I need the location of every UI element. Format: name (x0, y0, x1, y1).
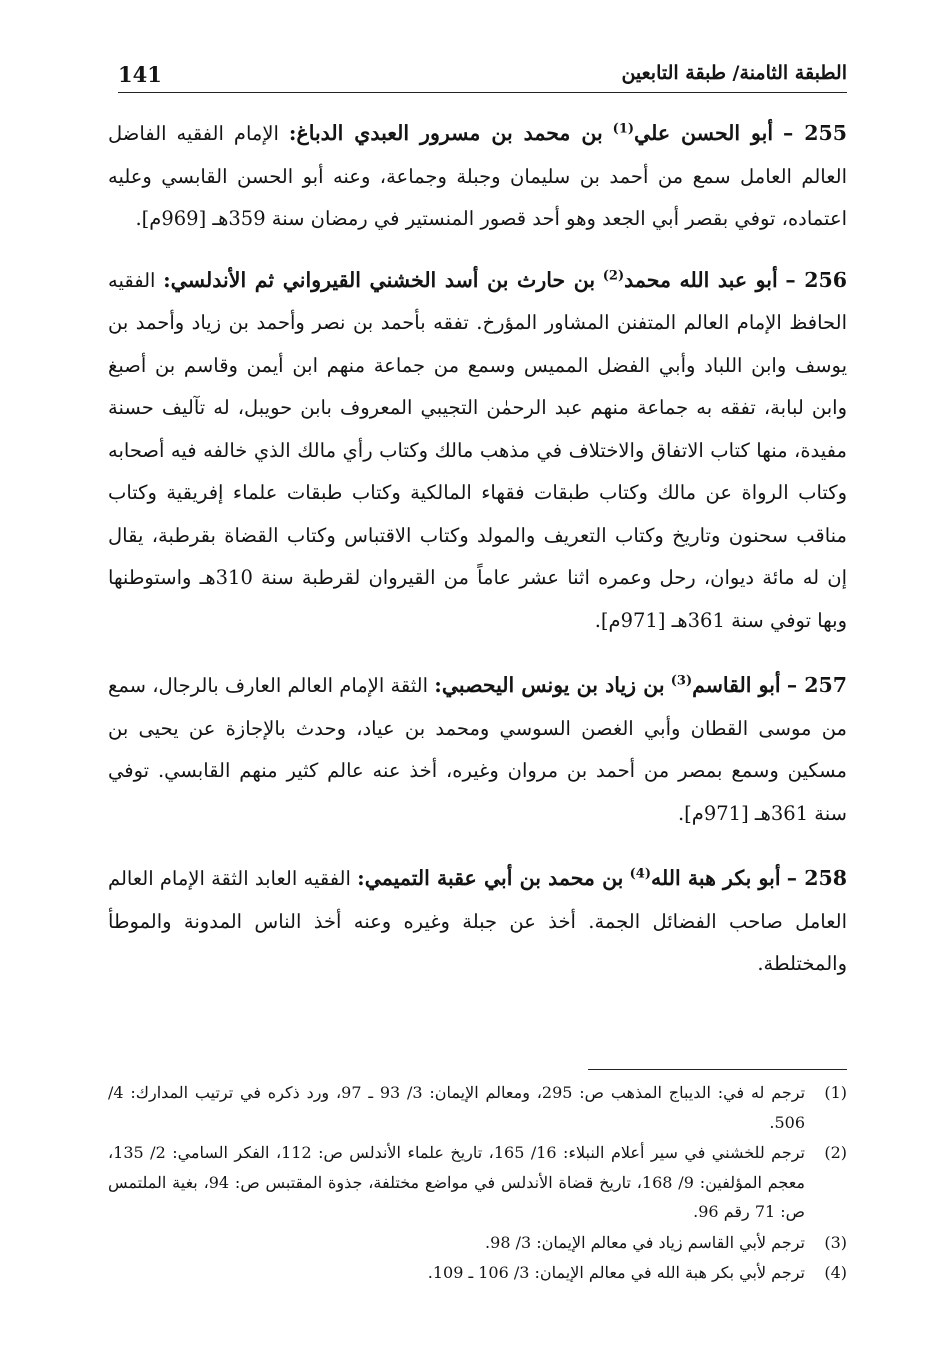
entry-name-cont: بن حارث بن أسد الخشني القيرواني ثم الأندلسي: (163, 267, 596, 292)
footnotes (108, 1078, 847, 1289)
footnote-1 (108, 1078, 847, 1137)
entry-name: أبو القاسم (692, 673, 781, 697)
entry-body: الفقيه العابد الثقة الإمام العالم العامل صاحب الفضائل الجمة. أخذ عن جبلة وغيره وعنه أخذ الناس المدونة والموطأ والمختلطة. (108, 867, 847, 975)
entry-name-cont: بن محمد بن مسرور العبدي الدباغ: (288, 121, 603, 145)
footnote-text: ترجم له في: الديباج المذهب ص: 295، ومعالم الإيمان: 3/ 93 ـ 97، ورد ذكره في ترتيب المدارك: 4/ 506. (108, 1083, 806, 1132)
entry-body: الفقيه الحافظ الإمام العالم المتفنن المشاور المؤرخ. تفقه بأحمد بن نصر وأحمد بن زياد وأحمد بن يوسف وابن اللباد وأبي الفضل المميس وسمع من جماعة منهم ابن أيمن وقاسم بن أصبغ وابن لبابة، تفقه به جماعة منهم عبد الرحمٰن التجيبي المعروف بابن حويبل، له تآليف حسنة مفيدة، منها كتاب الاتفاق والاختلاف في مذهب مالك وكتاب رأي مالك الذي خالفه فيه أصحابه وكتاب الرواة عن مالك وكتاب طبقات فقهاء المالكية وكتاب طبقات علماء إفريقية وكتاب مناقب سحنون وتاريخ وكتاب التعريف والمولد وكتاب الاقتباس وكتاب القضاة بقرطبة، يقال إن له مائة ديوان، رحل وعمره اثنا عشر عاماً من القيروان لقرطبة سنة 310هـ واستوطنها وبها توفي سنة 361هـ [971م]. (108, 268, 848, 632)
entry-number: 258 – (786, 866, 847, 890)
footnote-ref: (1) (612, 121, 635, 137)
footnote-ref: (4) (629, 866, 651, 882)
page-number: 141 (118, 62, 162, 87)
entry-number: 256 – (785, 267, 847, 292)
entry-name-cont: بن زياد بن يونس اليحصبي: (434, 673, 665, 697)
entry-name: أبو الحسن علي (634, 121, 774, 145)
entry-number: 255 – (783, 121, 848, 145)
entry-258 (108, 857, 847, 986)
entry-name: أبو عبد الله محمد (624, 267, 778, 292)
footnote-ref: (3) (670, 673, 693, 689)
page-header (118, 58, 847, 93)
footnote-mark: (4) (824, 1263, 847, 1282)
entry-256 (108, 259, 847, 643)
footnote-text: ترجم لأبي القاسم زياد في معالم الإيمان: 3/ 98. (485, 1232, 805, 1252)
entry-name-cont: بن محمد بن أبي عقبة التميمي: (357, 866, 624, 890)
footnote-2 (108, 1138, 847, 1227)
footnote-3 (108, 1228, 847, 1258)
running-title: الطبقة الثامنة/ طبقة التابعين (621, 62, 847, 84)
footnote-ref: (2) (602, 268, 625, 283)
footnote-4 (108, 1258, 847, 1288)
entry-body: الإمام الفقيه الفاضل العالم العامل سمع من أحمد بن سليمان وجبلة وجماعة، وعنه أبو الحسن القابسي وعليه اعتماده، توفي بقصر أبي الجعد وهو أحد قصور المنستير في رمضان سنة 359هـ [969م]. (108, 122, 847, 230)
footnote-text: ترجم لأبي بكر هبة الله في معالم الإيمان: 3/ 106 ـ 109. (427, 1263, 805, 1282)
entry-body: الثقة الإمام العالم العارف بالرجال، سمع من موسى القطان وأبي الغصن السوسي ومحمد بن عياد، وحدث بالإجازة عن يحيى بن مسكين وسمع بمصر من أحمد بن مروان وغيره، أخذ عنه عالم كثير منهم القابسي. توفي سنة 361هـ [971م]. (108, 674, 847, 825)
footnote-text: ترجم للخشني في سير أعلام النبلاء: 16/ 165، تاريخ علماء الأندلس ص: 112، الفكر السامي: 2/ 135، معجم المؤلفين: 9/ 168، تاريخ قضاة الأندلس في مواضع مختلفة، جذوة المقتبس ص: 94، بغية الملتمس ص: 71 رقم 96. (108, 1143, 806, 1221)
footnote-mark: (3) (824, 1232, 847, 1252)
footnote-mark: (1) (824, 1083, 847, 1102)
entry-number: 257 – (786, 673, 847, 697)
entry-255 (108, 112, 847, 241)
entry-257 (108, 664, 847, 835)
footnote-mark: (2) (824, 1143, 847, 1162)
biography-entries (108, 112, 847, 1008)
entry-name: أبو بكر هبة الله (651, 866, 781, 890)
footnote-separator (588, 1069, 847, 1070)
